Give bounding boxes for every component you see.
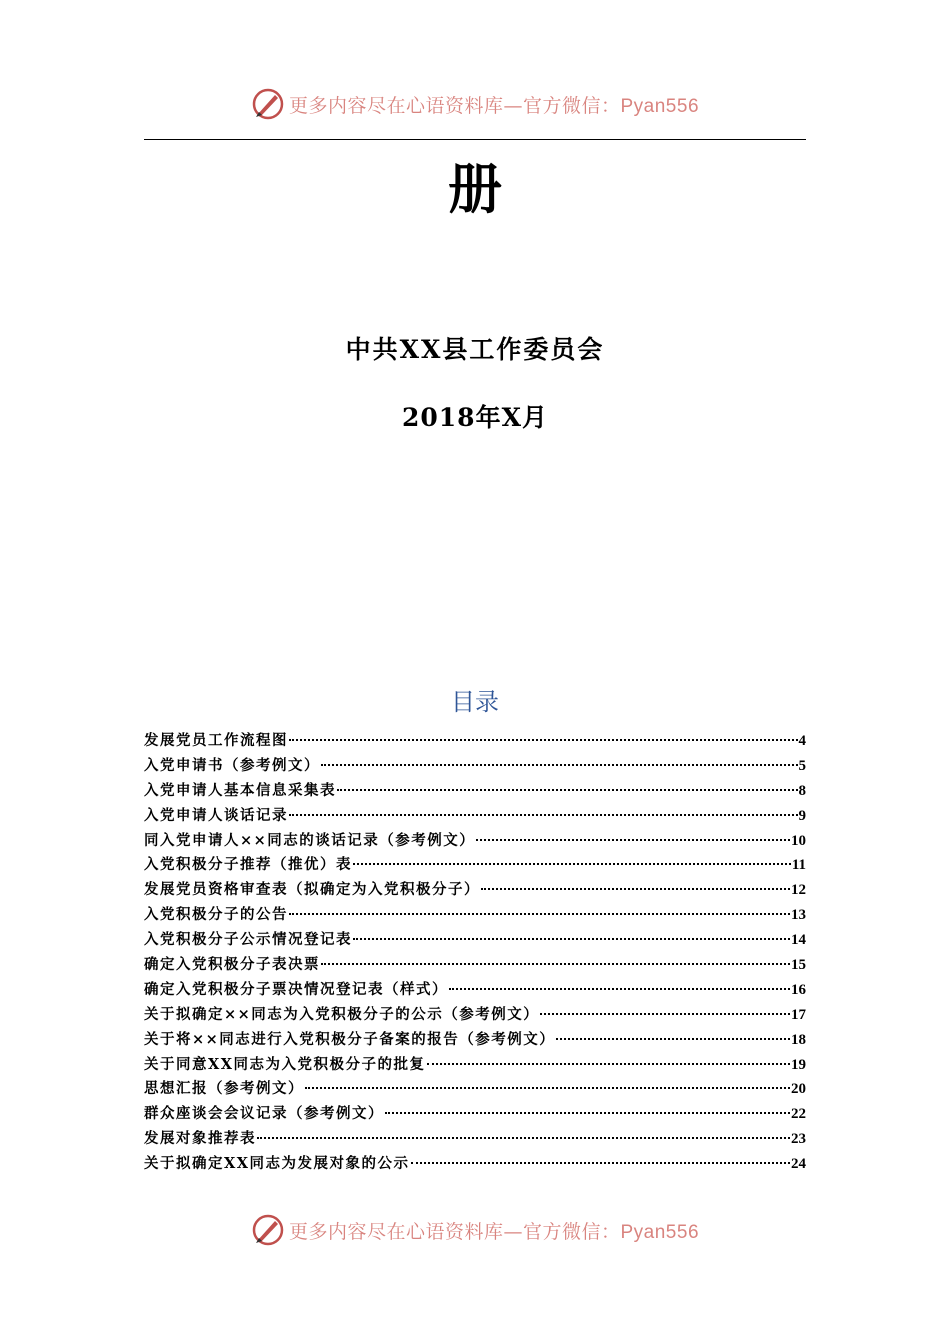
toc-entry-title: 同入党申请人××同志的谈话记录（参考例文） — [144, 831, 476, 849]
toc-entry-title: 关于将××同志进行入党积极分子备案的报告（参考例文） — [144, 1030, 556, 1048]
header-rule — [144, 139, 806, 140]
toc-entry-page: 5 — [798, 757, 806, 774]
toc-entry[interactable] — [144, 1127, 806, 1152]
toc-entry[interactable] — [144, 829, 806, 854]
toc-entry[interactable] — [144, 729, 806, 754]
toc-entry-page: 24 — [791, 1156, 806, 1173]
toc-entry[interactable] — [144, 978, 806, 1003]
toc-entry-page: 15 — [791, 957, 806, 974]
toc-entry-title: 关于同意XX同志为入党积极分子的批复 — [144, 1055, 426, 1073]
toc-entry-title: 确定入党积极分子票决情况登记表（样式） — [144, 980, 448, 998]
document-date: 2018年X月 — [402, 403, 548, 432]
toc-entry-title: 关于拟确定××同志为入党积极分子的公示（参考例文） — [144, 1005, 540, 1023]
toc-entry[interactable] — [144, 1102, 806, 1127]
toc-entry-title: 入党申请书（参考例文） — [144, 756, 320, 774]
toc-leader-dots — [289, 739, 798, 741]
toc-entry-page: 13 — [791, 907, 806, 924]
watermark-code: Pyan556 — [620, 95, 700, 117]
table-of-contents — [144, 729, 806, 1177]
toc-leader-dots — [337, 789, 798, 791]
cover-title-char: 册 — [448, 158, 502, 221]
toc-leader-dots — [556, 1038, 790, 1040]
toc-leader-dots — [385, 1112, 790, 1114]
watermark-text — [289, 91, 699, 118]
toc-entry-title: 关于拟确定XX同志为发展对象的公示 — [144, 1155, 410, 1173]
toc-entry-title: 群众座谈会会议记录（参考例文） — [144, 1105, 384, 1123]
toc-entry-title: 入党申请人基本信息采集表 — [144, 781, 336, 799]
toc-leader-dots — [353, 938, 790, 940]
watermark-caption: 更多内容尽在心语资料库—官方微信： — [288, 94, 621, 117]
watermark-code: Pyan556 — [620, 1221, 700, 1243]
toc-entry[interactable] — [144, 928, 806, 953]
toc-entry-title: 思想汇报（参考例文） — [144, 1080, 304, 1098]
toc-entry-title: 确定入党积极分子表决票 — [144, 956, 320, 974]
toc-leader-dots — [476, 839, 790, 841]
toc-entry-title: 入党积极分子公示情况登记表 — [144, 931, 352, 949]
toc-title: 目录 — [451, 688, 499, 716]
watermark-footer — [0, 1210, 950, 1250]
toc-leader-dots — [540, 1013, 790, 1015]
toc-entry-page: 4 — [798, 733, 806, 749]
toc-entry[interactable] — [144, 754, 806, 779]
toc-entry-title: 入党积极分子推荐（推优）表 — [144, 856, 352, 874]
toc-leader-dots — [449, 988, 790, 990]
toc-entry[interactable] — [144, 779, 806, 804]
toc-entry-title: 发展对象推荐表 — [144, 1130, 256, 1148]
toc-entry-page: 9 — [798, 807, 806, 824]
toc-entry[interactable] — [144, 1077, 806, 1102]
toc-entry-page: 11 — [791, 857, 806, 874]
toc-entry-page: 17 — [791, 1006, 806, 1023]
toc-entry-page: 18 — [791, 1031, 806, 1048]
toc-entry[interactable] — [144, 903, 806, 928]
toc-entry[interactable] — [144, 804, 806, 829]
toc-entry-title: 入党申请人谈话记录 — [144, 806, 288, 824]
toc-entry[interactable] — [144, 1028, 806, 1053]
toc-leader-dots — [353, 863, 791, 865]
toc-entry-page: 14 — [791, 932, 806, 949]
toc-leader-dots — [321, 764, 798, 766]
toc-entry-page: 10 — [791, 832, 806, 849]
toc-entry-page: 19 — [791, 1056, 806, 1073]
toc-entry-page: 16 — [791, 981, 806, 998]
toc-entry-title: 发展党员工作流程图 — [144, 732, 288, 749]
toc-leader-dots — [289, 814, 798, 816]
toc-entry[interactable] — [144, 1003, 806, 1028]
toc-leader-dots — [427, 1063, 791, 1065]
watermark-header — [0, 84, 950, 124]
toc-leader-dots — [257, 1137, 790, 1139]
toc-entry[interactable] — [144, 853, 806, 878]
toc-entry[interactable] — [144, 1053, 806, 1078]
toc-entry-page: 12 — [791, 882, 806, 899]
toc-entry-page: 22 — [791, 1106, 806, 1123]
toc-entry[interactable] — [144, 953, 806, 978]
pen-logo-icon — [251, 1213, 285, 1247]
watermark-text — [289, 1217, 699, 1244]
toc-entry-title: 发展党员资格审查表（拟确定为入党积极分子） — [144, 881, 480, 899]
toc-leader-dots — [289, 913, 790, 915]
watermark-caption: 更多内容尽在心语资料库—官方微信： — [288, 1220, 621, 1243]
toc-entry-page: 20 — [791, 1081, 806, 1098]
toc-entry[interactable] — [144, 1152, 806, 1177]
toc-entry-page: 8 — [798, 782, 806, 799]
toc-leader-dots — [481, 888, 790, 890]
pen-logo-icon — [251, 87, 285, 121]
toc-entry-page: 23 — [791, 1131, 806, 1148]
toc-leader-dots — [305, 1087, 790, 1089]
toc-entry[interactable] — [144, 878, 806, 903]
toc-entry-title: 入党积极分子的公告 — [144, 906, 288, 924]
toc-leader-dots — [411, 1162, 791, 1164]
organization-name: 中共XX县工作委员会 — [345, 335, 605, 364]
toc-leader-dots — [321, 963, 790, 965]
